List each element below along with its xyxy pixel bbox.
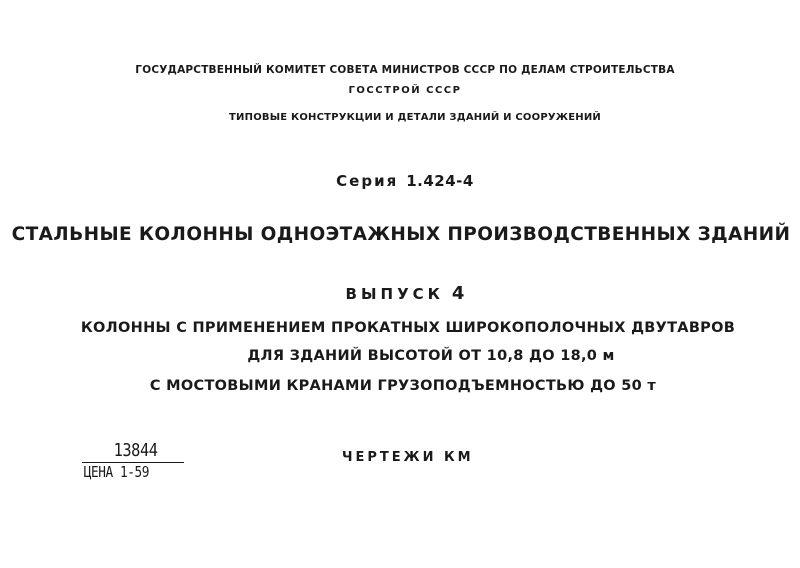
organization-short-name: ГОССТРОЙ СССР — [348, 85, 462, 96]
series-code: 1.424-4 — [406, 172, 474, 190]
issue-label: ВЫПУСК — [345, 285, 444, 303]
drawings-label: ЧЕРТЕЖИ КМ — [342, 450, 474, 465]
description-line-2: ДЛЯ ЗДАНИЙ ВЫСОТОЙ ОТ 10,8 ДО 18,0 м — [247, 348, 615, 364]
issue-number: 4 — [451, 283, 465, 304]
series-line — [0, 172, 800, 190]
committee-name: ГОСУДАРСТВЕННЫЙ КОМИТЕТ СОВЕТА МИНИСТРОВ СССР ПО ДЕЛАМ СТРОИТЕЛЬСТВА — [135, 64, 675, 76]
description-line-3: С МОСТОВЫМИ КРАНАМИ ГРУЗОПОДЪЕМНОСТЬЮ ДО 50 т — [149, 378, 657, 394]
library-stamp — [82, 441, 184, 481]
price-label: ЦЕНА 1-59 — [83, 463, 149, 481]
category-heading: ТИПОВЫЕ КОНСТРУКЦИИ И ДЕТАЛИ ЗДАНИЙ И СООРУЖЕНИЙ — [229, 112, 601, 123]
document-title: СТАЛЬНЫЕ КОЛОННЫ ОДНОЭТАЖНЫХ ПРОИЗВОДСТВЕННЫХ ЗДАНИЙ — [11, 224, 791, 245]
description-line-1: КОЛОННЫ С ПРИМЕНЕНИЕМ ПРОКАТНЫХ ШИРОКОПОЛОЧНЫХ ДВУТАВРОВ — [80, 320, 736, 336]
inventory-number: 13844 — [113, 440, 158, 461]
issue-line — [0, 283, 800, 304]
series-label: Серия — [336, 172, 399, 190]
